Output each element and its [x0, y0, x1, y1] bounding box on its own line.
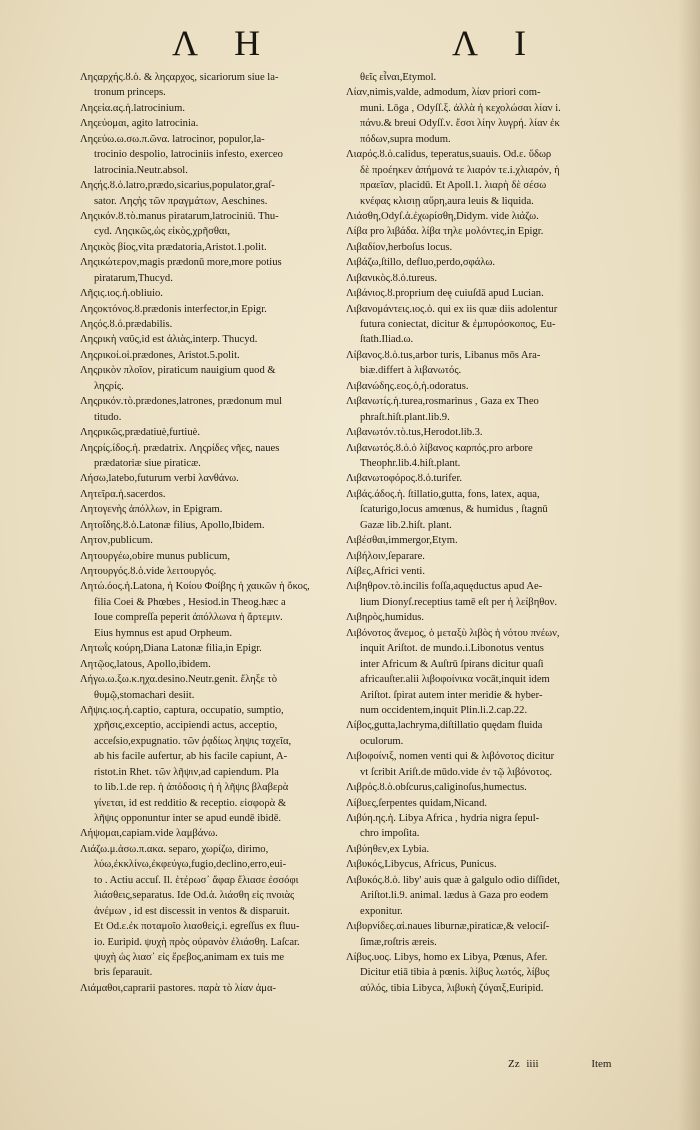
entry-line: Λήγω.ω.ξω.κ.ηχα.desino.Neutr.genit. ἔληξε τὸ	[80, 674, 278, 686]
entry-line: θυμῷ,stomachari desiit.	[94, 689, 195, 701]
entry-line: biæ.differt à λιβανωτός.	[360, 365, 462, 377]
entry-line: Ioue compreſſa peperit ἀπόλλωνα ἡ ἄρτεμιν.	[94, 612, 283, 624]
entry-line: Λιβανωτοφόρος.ȣ.ὁ.turifer.	[346, 473, 463, 485]
entry-line: bris ſeparauit.	[94, 967, 153, 979]
entry-line: oculorum.	[360, 735, 404, 747]
entry-line: Λήσω,latebo,futurum verbi λανθάνω.	[80, 473, 239, 485]
entry-line: Gazæ lib.2.hiſt. plant.	[360, 519, 452, 531]
entry-line: λύω,ἐκκλίνω,ἐκφεύγω,fugio,declino,erro,eui-	[94, 859, 287, 871]
entry-line: δὲ προέηκεν ἀπήμονά τε λιαρόν τε.i.χλιαρόν, ἡ	[360, 164, 560, 176]
entry-line: κνέφας κλισιῃ αὔρη,aura leuis & liquida.	[360, 195, 534, 207]
entry-line: Λιβηρὸς,humidus.	[346, 612, 425, 624]
entry-line: Λῆςις.ιος.ἡ.obliuio.	[80, 288, 163, 300]
entry-line: λῆψις opponuntur inter se apud eundē ibidē.	[94, 813, 282, 824]
entry-line: πραεῖαν, placidū. Et Apoll.1. λιαρὴ δὲ σέσω	[360, 180, 547, 192]
entry-line: to . Actiu accuſ. Il. ἑτέρωσ᾽ ἄφαρ ἔλιασε ἐσσόφι	[94, 874, 299, 886]
entry-line: Ληςεύομαι, agito latrocinia.	[80, 118, 199, 130]
entry-line: lium Dionyſ.receptius tamē eſt per ἡ λείβηθον.	[360, 596, 558, 608]
entry-line: acceſsio,expugnatio. τῶν ῥᾳδίως ληψις ταχεῖα,	[94, 735, 292, 747]
entry-line: ἀνέμων , id est discessit in ventos & disparuit.	[94, 905, 290, 917]
entry-line: γίνεται, id est redditio & receptio. εἰσφορὰ &	[94, 797, 287, 809]
entry-line: Λιβάζω,ſtillo, defluo,perdo,σφάλω.	[346, 257, 496, 269]
running-head-right: Λ Ι	[452, 23, 541, 63]
entry-line: Λητώ.όος.ἡ.Latona, ἡ Κοίου Φοίβης ἡ χαικῶν ἡ ὄκος,	[80, 581, 310, 593]
entry-line: Λιβύη.ης.ἡ. Libya Africa , hydria nigra ſepul-	[346, 813, 540, 824]
entry-line: ſimæ,roſtris æreis.	[360, 936, 437, 948]
entry-line: Λιβαδίον,herboſus locus.	[346, 241, 453, 253]
entry-line: Ληςρικόν.τὸ.prædones,latrones, prædonum mul	[80, 396, 283, 408]
entry-line: piratarum,Thucyd.	[94, 272, 173, 284]
entry-line: muni. Lōga , Odyſſ.ξ. ἀλλὰ ἡ κεχολώσαι λίαν i.	[360, 102, 561, 114]
entry-line: Dicitur etiā tibia à pœnis. λίβυς λωτός, λίβυς	[360, 967, 550, 979]
entry-line: Λιάζω.μ.ἀσω.π.ακα. separo, χωρίζω, dirimo,	[80, 843, 269, 855]
entry-line: inquit Ariſtot. de mundo.i.Libonotus ventus	[360, 643, 544, 655]
entry-line: prædatoriæ siue piraticæ.	[94, 457, 201, 469]
entry-line: Ληςεία.ας.ἡ.latrocinium.	[80, 102, 185, 114]
entry-line: Eius hymnus est apud Orpheum.	[94, 627, 232, 639]
entry-line: Λητογενὴς ἀπόλλων, in Epigram.	[80, 504, 223, 516]
entry-line: Λήψομαι,capiam.vide λαμβάνω.	[80, 828, 218, 840]
entry-line: to lib.1.de rep. ἡ ἀπόδοσις ἡ ἡ λῆψις βλαβερὰ	[94, 782, 289, 794]
entry-line: Λιβανωτόν.τὸ.tus,Herodot.lib.3.	[346, 427, 483, 439]
entry-line: inter Africum & Auſtrū ſpirans dicitur quaſi	[360, 658, 544, 670]
entry-line: Ληςεύω.ω.σω.π.ῶνα. latrocinor, populor,la-	[80, 133, 265, 145]
entry-line: Λιβηθρον.τὸ.incilis foſſa,aquęductus apud Ae-	[346, 581, 543, 593]
entry-line: tronum princeps.	[94, 87, 166, 99]
entry-line: Λητουργέω,obire munus publicum,	[80, 550, 231, 562]
entry-line: Λητεῖρα.ἡ.sacerdos.	[80, 488, 166, 500]
entry-line: Ληςρικὴ ναῦς,id est ἁλιὰς,interp. Thucyd.	[80, 334, 258, 346]
signature-mark: Zz iiii	[508, 1058, 539, 1070]
entry-line: ψυχὴ ὡς λιασ᾽ εἰς ἔρεβος,animam ex tuis me	[94, 951, 285, 963]
entry-line: Ληςαρχής.ȣ.ὁ. & ληςαρχος, sicariorum siue la-	[80, 72, 279, 83]
entry-line: phraſt.hiſt.plant.lib.9.	[360, 411, 450, 423]
entry-line: Λιβρός.ȣ.ὁ.obſcurus,caliginoſus,humectus.	[346, 782, 527, 794]
entry-line: Λητοΐδης.ȣ.ὁ.Latonæ filius, Apollo,Ibidem.	[80, 519, 265, 531]
entry-line: Ληςής.ȣ.ὁ.latro,prædo,sicarius,populator,graſ-	[80, 180, 275, 192]
entry-line: Λιβυκός.ȣ.ὁ. liby' auis quæ à galgulo odio diſſidet,	[346, 874, 560, 886]
entry-line: πάνυ.& breui Odyſſ.ν. ἔσσι λίην λυγρή. λίαν ἐκ	[360, 118, 560, 130]
entry-line: Λιβανικὸς.ȣ.ὁ.tureus.	[346, 272, 438, 284]
entry-line: cyd. Ληςικῶς,ὡς εἰκὸς,χρῆσθαι,	[94, 226, 230, 238]
entry-line: Λιβανομάντεις.ιος.ὁ. qui ex iis quæ diis adolentur	[346, 303, 558, 315]
entry-line: λιάσθεις,separatus. Ide Od.ἀ. λιάσθη εἰς πνοιὰς	[94, 890, 295, 902]
entry-line: ληςρίς.	[94, 380, 124, 392]
entry-line: chro impoſita.	[360, 828, 420, 840]
entry-line: Ληςρικῶς,prædatiuè,furtiuè.	[80, 427, 201, 439]
entry-line: titudo.	[94, 411, 122, 423]
entry-line: Λιβήλοιν,ſeparare.	[346, 550, 425, 562]
entry-line: θεῖς εἶναι,Etymol.	[360, 72, 437, 83]
entry-line: Λιάσθη,Odyſ.ἀ.ἐχωρίσθη,Didym. vide λιάζω.	[346, 210, 539, 222]
entry-line: Ariſtot.li.9. animal. lædus à Gaza pro eodem	[360, 890, 549, 902]
entry-line: Λίβυς.υος. Libys, homo ex Libya, Pœnus, Afer.	[346, 951, 548, 963]
entry-line: χρῆσις,exceptio, accipiendi actus, acceptio,	[94, 720, 278, 732]
entry-line: Λιβόνοτος ἄνεμος, ὁ μεταξὺ λιβὸς ἡ νότου πνέων,	[346, 627, 560, 639]
entry-line: Λῆψις.ιος.ἡ.captio, captura, occupatio, sumptio,	[80, 704, 284, 716]
entry-line: Λητωῒς κούρη,Diana Latonæ filia,in Epigr.	[80, 643, 262, 655]
entry-line: Ληςικόν.ȣ.τὸ.manus piratarum,latrociniū. Thu-	[80, 210, 279, 222]
entry-line: ristot.in Rhet. τῶν λῆψιν,ad capiendum. Pla	[94, 766, 279, 778]
page-footer	[508, 1058, 612, 1070]
entry-line: Λίβος,gutta,lachryma,diſtillatio quędam fluida	[346, 720, 543, 732]
entry-line: Λητον,publicum.	[80, 535, 153, 547]
entry-line: trocinio despolio, latrociniis infesto, exerceo	[94, 149, 283, 161]
entry-line: Λίβες,Africi venti.	[346, 566, 425, 577]
entry-line: Et Od.ε.ἐκ ποταμοῖο λιασθείς,i. egreſſus ex fluu-	[94, 921, 300, 933]
entry-line: exponitur.	[360, 905, 403, 917]
entry-line: ab his facile aufertur, ab his facile capiunt, A-	[94, 751, 288, 763]
entry-line: πόδων,supra modum.	[360, 133, 451, 145]
entry-line: vt ſcribit Ariſt.de mūdo.vide ἐν τῷ λιβόνοτος.	[360, 766, 553, 778]
entry-line: Ληςρικοί.οἱ.prædones, Aristot.5.polit.	[80, 349, 240, 361]
entry-line: Λιβύηθεν,ex Lybia.	[346, 843, 430, 855]
entry-line: Ληςρίς.ίδος.ἡ. prædatrix. Ληςρίδες νῆες, naues	[80, 442, 280, 454]
entry-line: Ariſtot. ſpirat autem inter meridie & hyber-	[360, 689, 543, 701]
entry-line: Ληςρικὸν πλοῖον, piraticum nauigium quod &	[80, 365, 276, 377]
entry-line: Λιβάνιος.ȣ.proprium deę cuiuſdā apud Lucian.	[346, 288, 544, 300]
right-column	[346, 70, 614, 996]
entry-line: Ληςικώτερον,magis prædonū more,more potius	[80, 257, 282, 269]
entry-line: latrocinia.Neutr.absol.	[94, 164, 188, 176]
entry-line: Λητῷος,latous, Apollo,ibidem.	[80, 658, 211, 670]
entry-line: Λίβα pro λιβάδα. λίβα τηλε μολόντες,in Epigr.	[346, 226, 544, 238]
entry-line: Λιβανώδης.εος.ὁ,ἡ.odoratus.	[346, 380, 469, 392]
entry-line: Λιβάς.άδος.ἡ. ſtillatio,gutta, fons, latex, aqua,	[346, 488, 540, 500]
entry-line: Λιβυκός,Libycus, Africus, Punicus.	[346, 859, 497, 871]
entry-line: africauſter.alii λιβοφοίνικα vocāt,inquit idem	[360, 674, 550, 686]
entry-line: num occidentem,inquit Plin.li.2.cap.22.	[360, 704, 528, 716]
entry-line: io. Euripid. ψυχὴ πρὸς οὐρανὸν ἐλιάσθη. Laſcar.	[94, 936, 300, 948]
entry-line: Λίβυες,ſerpentes quidam,Nicand.	[346, 797, 488, 809]
page-edge-shadow	[678, 0, 700, 1130]
entry-line: Λίβανος.ȣ.ὁ.tus,arbor turis, Libanus mōs Ara-	[346, 349, 541, 361]
running-head-left: Λ Η	[172, 23, 275, 63]
entry-line: Λιβανωτός.ȣ.ὁ.ὁ λίβανος καρπός.pro arbore	[346, 442, 533, 454]
catchword: Item	[591, 1058, 612, 1070]
entry-line: Λιβοφοίνιξ, nomen venti qui & λιβόνοτος dicitur	[346, 751, 555, 763]
entry-line: Ληςικὸς βίος,vita prædatoria,Aristot.1.polit.	[80, 241, 267, 253]
entry-line: Ληςοκτόνος.ȣ.prædonis interfector,in Epigr.	[80, 303, 267, 315]
entry-line: Λιάμαθοι,caprarii pastores. παρὰ τὸ λίαν ἀμα-	[80, 982, 277, 994]
entry-line: Λιβανωτίς.ἡ.turea,rosmarinus , Gaza ex Theo	[346, 396, 539, 408]
entry-line: ſcaturigo,locus amœnus, & humidus , ſtagnū	[360, 504, 548, 516]
left-column	[80, 70, 342, 996]
entry-line: Theophr.lib.4.hiſt.plant.	[360, 457, 461, 469]
entry-line: Λιαρός.ȣ.ὁ.calidus, teperatus,suauis. Od.ε. ὕδωρ	[346, 149, 552, 161]
entry-line: filia Coei & Phœbes , Hesiod.in Theog.hæc a	[94, 596, 286, 608]
entry-line: Ληςός.ȣ.ὁ.prædabilis.	[80, 319, 173, 330]
entry-line: αὐλός, tibia Libyca, λιβυκὴ ζύγαιξ,Euripid.	[360, 982, 544, 994]
entry-line: Λητουργός.ȣ.ὁ.vide λειτουργός.	[80, 566, 217, 577]
entry-line: futura coniectat, dicitur & ἐμπυρόσκοπος, Eu-	[360, 319, 556, 330]
entry-line: ſtath.Iliad.ω.	[360, 334, 414, 346]
entry-line: Λιβέσθαι,immergor,Etym.	[346, 535, 458, 547]
entry-line: Λίαν,nimis,valde, admodum, λίαν priori com-	[346, 87, 541, 99]
entry-line: Λιβυρνίδες.αἱ.naues liburnæ,piraticæ,& velociſ-	[346, 921, 550, 933]
entry-line: sator. Ληςὴς τῶν πραγμάτων, Aeschines.	[94, 195, 268, 207]
